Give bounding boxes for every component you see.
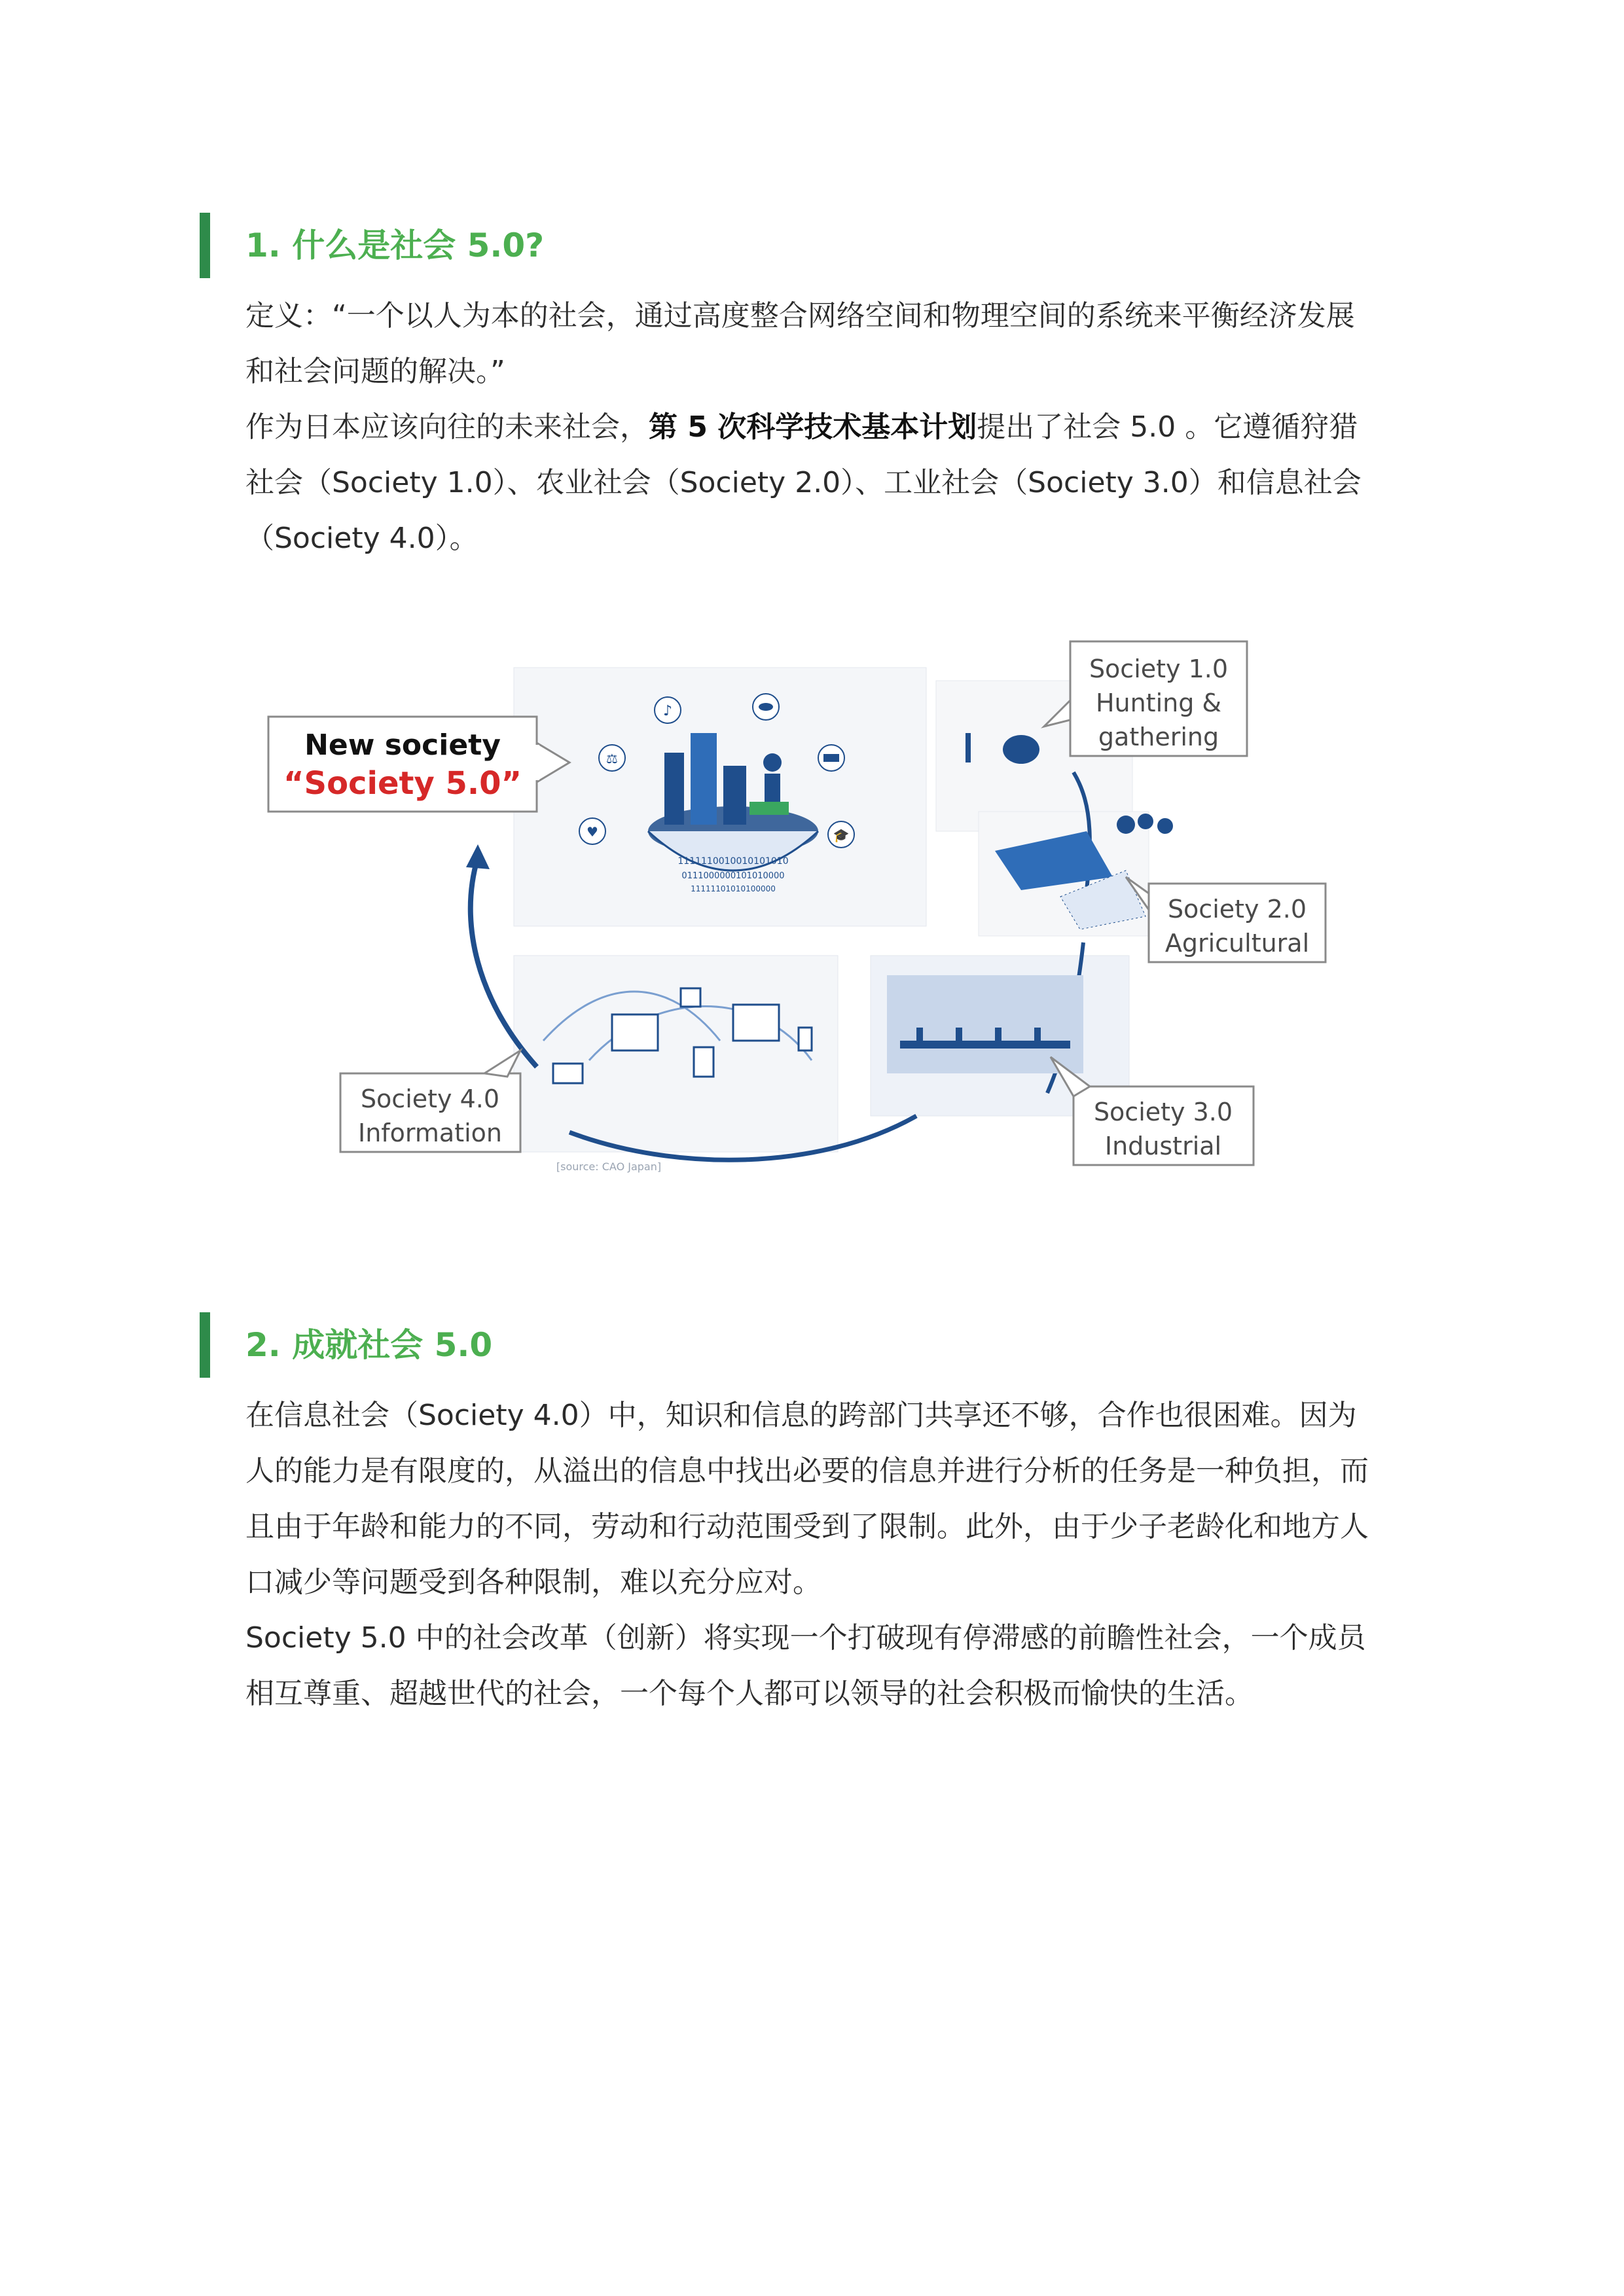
monitor-icon [681, 988, 700, 1007]
heading-accent-bar [200, 213, 210, 278]
greenery-icon [749, 802, 789, 815]
home-office-icon [733, 1005, 779, 1041]
factory-icon-shape [823, 754, 839, 762]
section-2-text-2: Society 5.0 中的社会改革（创新）将实现一个打破现有停滞感的前瞻性社会，一个成员相互尊重、超越世代的社会，一个每个人都可以领导的社会积极而愉快的生活。 [245, 1621, 1366, 1710]
society-3-title: Society 3.0 [1093, 1098, 1233, 1126]
society-1-line2: Hunting & [1095, 689, 1222, 717]
binary-line-1: 1111110010010101010 [677, 856, 789, 867]
worker-icon [1034, 1028, 1041, 1047]
coins-icon-shape [759, 703, 773, 711]
music-icon-glyph: ♪ [662, 703, 673, 719]
intro-paragraph [245, 399, 1378, 566]
society-1-line3: gathering [1098, 723, 1219, 751]
society-2-line2: Agricultural [1164, 929, 1310, 958]
society-4-panel [514, 956, 838, 1152]
arrow-4-to-5-head [466, 844, 490, 869]
tree-icon [1117, 816, 1135, 834]
tree-icon [1157, 818, 1173, 834]
new-society-label: New society [304, 728, 501, 762]
section-2-text-1: 在信息社会（Society 4.0）中，知识和信息的跨部门共享还不够，合作也很困难。因为人的能力是有限度的，从溢出的信息中找出必要的信息并进行分析的任务是一种负担，而且由于年龄和能力的不同，劳动和行动范围受到了限制。此外，由于少子老龄化和地方人口减少等问题受到各种限制，难以充分应对。 [245, 1399, 1369, 1599]
society-1-title: Society 1.0 [1089, 655, 1229, 683]
hunter-icon [965, 733, 971, 762]
person-icon [763, 753, 782, 772]
home-office-icon [612, 1014, 658, 1050]
mammoth-icon [1003, 735, 1039, 764]
laptop-icon [553, 1064, 583, 1083]
worker-icon [956, 1028, 962, 1047]
building-icon [723, 766, 746, 825]
building-icon [691, 733, 717, 825]
heading-accent-bar [200, 1312, 210, 1378]
society-3-line2: Industrial [1104, 1132, 1222, 1160]
society-5-label: “Society 5.0” [283, 765, 522, 802]
worker-icon [916, 1028, 923, 1047]
society-4-line2: Information [358, 1119, 502, 1147]
figure-source: [source: CAO Japan] [556, 1160, 662, 1173]
diagram-svg [262, 635, 1335, 1185]
pointer-mask [534, 745, 539, 780]
assembly-line [900, 1041, 1070, 1049]
binary-line-2: 0111000000101010000 [681, 871, 785, 881]
section-2-title: 2. 成就社会 5.0 [245, 1326, 493, 1364]
section-2-paragraph-2 [245, 1610, 1378, 1721]
health-icon-glyph: ♥ [586, 824, 598, 840]
society-2-title: Society 2.0 [1167, 895, 1307, 924]
definition-text: 定义：“一个以人为本的社会，通过高度整合网络空间和物理空间的系统来平衡经济发展和社会问题的解决。” [245, 299, 1355, 388]
binary-line-3: 11111101010100000 [691, 884, 776, 893]
intro-text-after: 提出了社会 5.0 。它遵循狩猎社会（Society 1.0）、农业社会（Society 2.0）、工业社会（Society 3.0）和信息社会（Society 4.0）。 [245, 410, 1362, 555]
society-evolution-diagram [262, 635, 1335, 1185]
section-2-paragraph-1 [245, 1388, 1378, 1610]
section-1-title: 1. 什么是社会 5.0? [245, 226, 545, 264]
intro-text-bold: 第 5 次科学技术基本计划 [649, 410, 977, 444]
tree-icon [1138, 814, 1153, 829]
society-4-title: Society 4.0 [360, 1085, 500, 1113]
scales-icon-glyph: ⚖ [606, 751, 618, 766]
tablet-icon [694, 1047, 713, 1077]
education-icon-glyph: 🎓 [833, 827, 850, 843]
definition-paragraph [245, 288, 1378, 399]
intro-text-before: 作为日本应该向往的未来社会， [245, 410, 649, 444]
phone-icon [799, 1028, 812, 1050]
building-icon [664, 753, 684, 825]
worker-icon [995, 1028, 1001, 1047]
